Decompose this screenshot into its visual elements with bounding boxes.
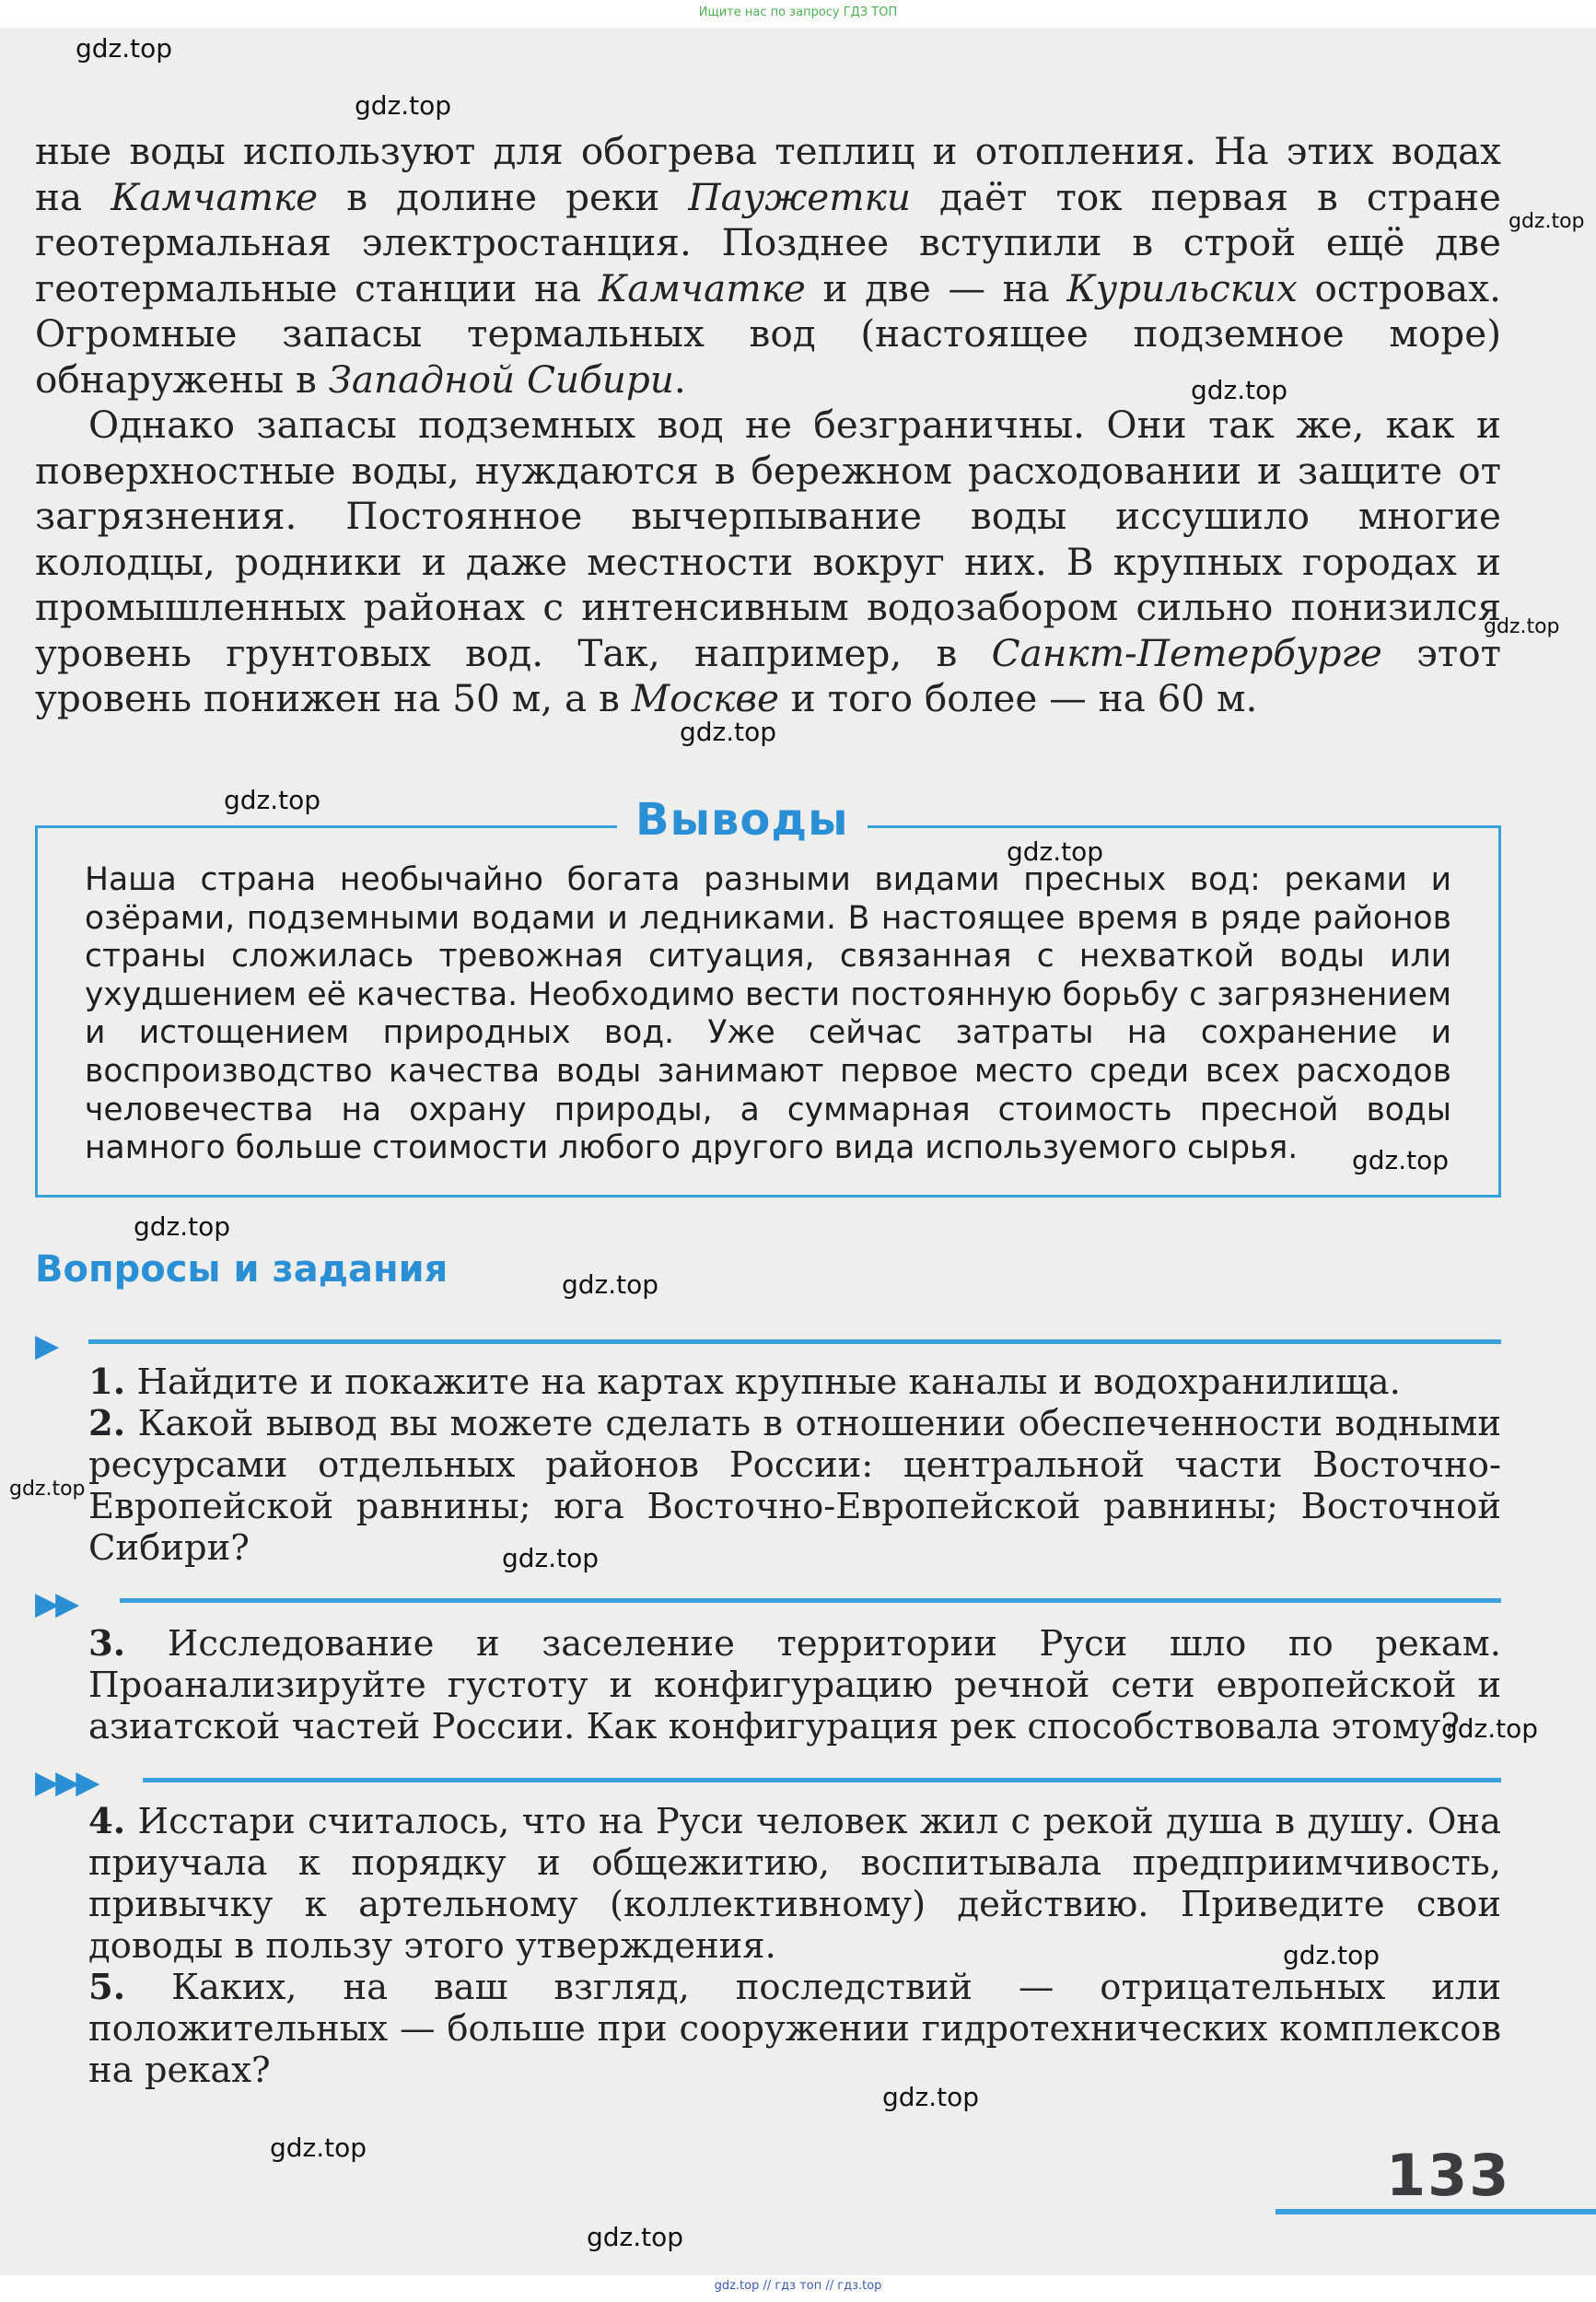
paragraph-2: Однако запасы подземных вод не безграничны. Они так же, как и поверхностные воды, нуждаются в бережном расходовании и защите от загрязнения. Постоянное вычерпывание воды иссушило многие колодцы, родники и даже местности вокруг них. В крупных городах и промышленных районах с интенсивным водозабором сильно понизился уровень грунтовых вод. Так, например, в Санкт-Петербурге этот уровень понижен на 50 м, а в Москве и того более — на 60 м. xyxy=(35,403,1501,720)
task-1: 1. Найдите и покажите на картах крупные каналы и водохранилища. xyxy=(88,1361,1401,1403)
watermark: gdz.top xyxy=(355,90,452,121)
watermark: gdz.top xyxy=(680,717,777,747)
watermark: gdz.top xyxy=(1352,1145,1450,1175)
watermark: gdz.top xyxy=(1007,836,1104,867)
watermark: gdz.top xyxy=(76,33,173,64)
top-banner: Ищите нас по запросу ГДЗ ТОП xyxy=(698,6,898,19)
watermark: gdz.top xyxy=(587,2222,684,2252)
watermark: gdz.top xyxy=(882,2082,980,2112)
watermark: gdz.top xyxy=(9,1478,86,1501)
watermark: gdz.top xyxy=(502,1543,600,1573)
task-4: 4. Исстари считалось, что на Руси человек жил с рекой душа в душу. Она приучала к порядку и общежитию, воспитывала предприимчивость, привычку к артельному (коллективному) действию. Приведите свои доводы в пользу этого утверждения. xyxy=(88,1801,1501,1967)
watermark: gdz.top xyxy=(1441,1713,1539,1744)
level-1-icon: ▶ xyxy=(35,1327,56,1364)
level-1-rule xyxy=(88,1339,1501,1344)
page-number-rule xyxy=(1276,2209,1596,2214)
level-3-icon: ▶▶▶ xyxy=(35,1764,97,1801)
level-2-rule xyxy=(120,1598,1501,1603)
paragraph-1: ные воды используют для обогрева теплиц и отопления. На этих водах на Камчатке в долине реки Паужетки даёт ток первая в стране геотермальная электростанция. Позднее вступили в строй ещё две геотермальные станции на Камчатке и две — на Курильских островах. Огромные запасы термальных вод (настоящее подземное море) обнаружены в Западной Сибири. xyxy=(35,129,1502,402)
task-5: 5. Каких, на ваш взгляд, последствий — отрицательных или положительных — больше при сооружении гидротехнических комплексов на реках? xyxy=(88,1967,1501,2091)
watermark: gdz.top xyxy=(270,2133,367,2163)
questions-title: Вопросы и задания xyxy=(35,1248,449,1291)
level-2-icon: ▶▶ xyxy=(35,1585,76,1622)
watermark: gdz.top xyxy=(1283,1940,1380,1970)
task-2: 2. Какой вывод вы можете сделать в отношении обеспеченности водными ресурсами отдельных районов России: центральной части Восточно-Европейской равнины; юга Восточно-Европейской равнины; Восточной Сибири? xyxy=(88,1403,1501,1569)
conclusions-title: Выводы xyxy=(617,794,868,846)
page-number: 133 xyxy=(1386,2142,1511,2209)
watermark: gdz.top xyxy=(1509,210,1585,233)
watermark: gdz.top xyxy=(562,1269,659,1300)
watermark: gdz.top xyxy=(134,1211,231,1242)
watermark: gdz.top xyxy=(1484,615,1560,638)
level-3-rule xyxy=(143,1778,1501,1782)
conclusions-text: Наша страна необычайно богата разными видами пресных вод: реками и озёрами, подземными водами и ледниками. В настоящее время в ряде районов страны сложилась тревожная ситуация, связанная с нехваткой воды или ухудшением её качества. Необходимо вести постоянную борьбу с загрязнением и истощением природных вод. Уже сейчас затраты на сохранение и воспроизводство качества воды занимают первое место среди всех расходов человечества на охрану природы, а суммарная стоимость пресной воды намного больше стоимости любого другого вида используемого сырья. xyxy=(85,861,1451,1167)
body-text xyxy=(35,129,1501,722)
watermark: gdz.top xyxy=(1191,375,1288,405)
bottom-banner: gdz.top // гдз топ // гдз.top xyxy=(714,2279,882,2293)
watermark: gdz.top xyxy=(224,785,321,815)
task-3: 3. Исследование и заселение территории Руси шло по рекам. Проанализируйте густоту и конфигурацию речной сети европейской и азиатской частей России. Как конфигурация рек способствовала этому? xyxy=(88,1623,1501,1747)
